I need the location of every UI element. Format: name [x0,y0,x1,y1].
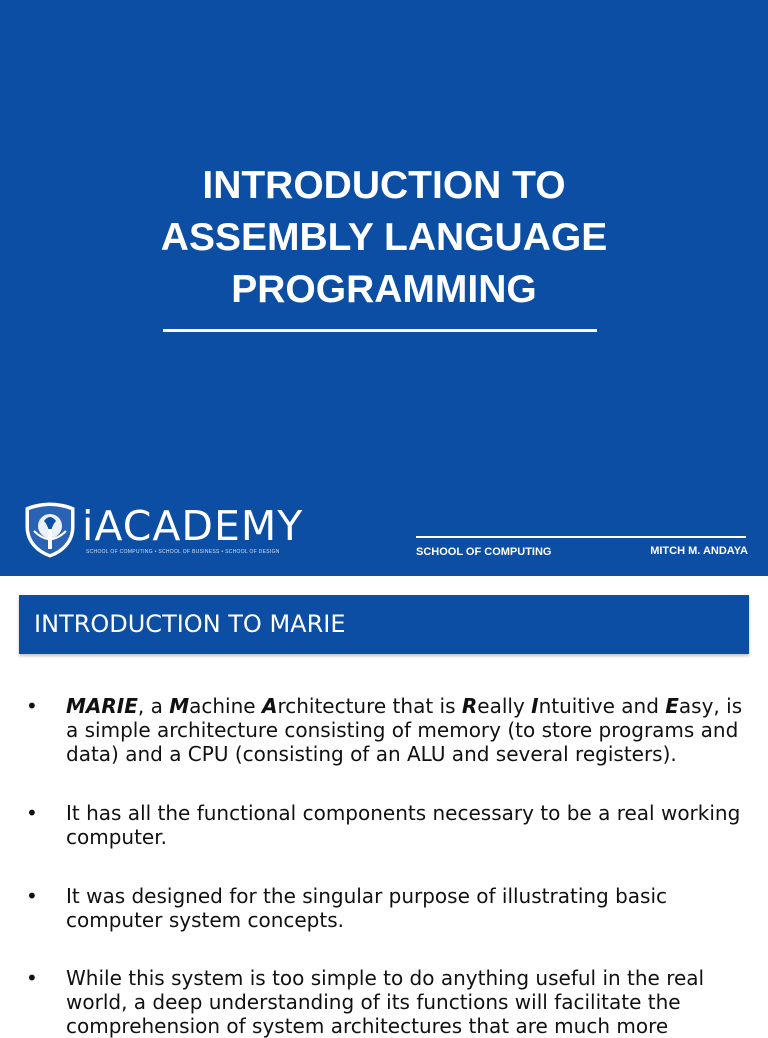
section-title: INTRODUCTION TO MARIE [34,610,346,638]
footer-author: MITCH M. ANDAYA [650,545,748,557]
bullet-icon: • [26,801,38,825]
bullet-text: While this system is too simple to do anything useful in the real world, a deep understanding of its functions will facilitate the comprehension of system architectures that are much more [66,966,705,1038]
slide-title [84,160,684,316]
bullet-text: It has all the functional components necessary to be a real working computer. [66,801,741,849]
shield-emblem-icon [24,501,76,559]
iacademy-logo [24,501,314,561]
logo-wordmark: iACADEMY [82,502,304,550]
title-line-1: INTRODUCTION TO [202,164,566,207]
logo-tagline: SCHOOL OF COMPUTING • SCHOOL OF BUSINESS • SCHOOL OF DESIGN [86,549,280,555]
title-underline [163,329,597,332]
footer-divider [416,536,746,538]
title-line-3: PROGRAMMING [231,268,537,311]
content-slide [0,576,768,1038]
bullet-text: MARIE, a Machine Architecture that is Really Intuitive and Easy, is a simple architecture consisting of memory (to store programs and data) and a CPU (consisting of an ALU and several registers). [66,694,743,766]
title-line-2: ASSEMBLY LANGUAGE [160,216,608,259]
bullet-icon: • [26,966,38,990]
section-header-bar [19,595,749,654]
bullet-text: It was designed for the singular purpose of illustrating basic computer system concepts. [66,884,668,932]
footer-school: SCHOOL OF COMPUTING [416,546,552,558]
bullet-icon: • [26,694,38,718]
bullet-icon: • [26,884,38,908]
